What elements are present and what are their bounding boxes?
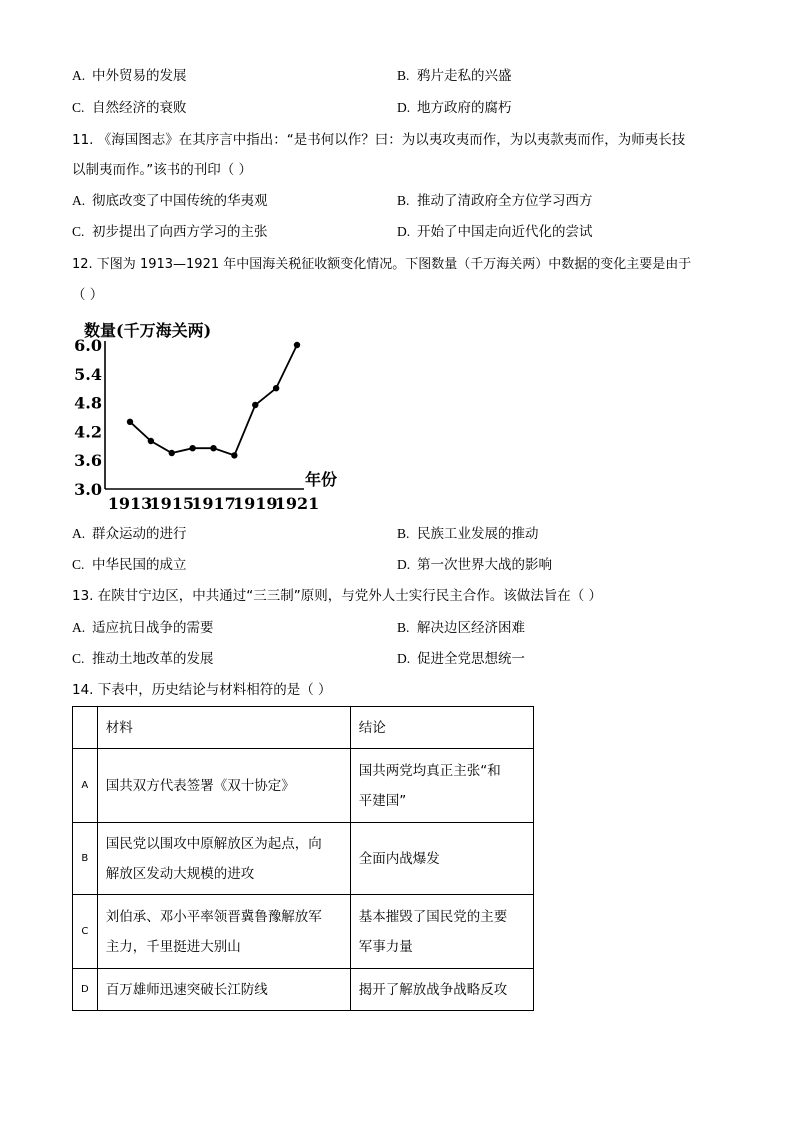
row-conclusion: 揭开了解放战争战略反攻 — [350, 969, 533, 1011]
table-row — [73, 823, 534, 895]
q12-option-a: A. 群众运动的进行 — [72, 526, 187, 542]
table-header-material: 材料 — [97, 707, 350, 749]
row-label: C — [73, 895, 98, 969]
y-tick-label: 4.2 — [74, 422, 102, 442]
data-point — [294, 342, 300, 348]
q14-table — [72, 706, 534, 1011]
data-point — [127, 419, 133, 425]
x-tick-label: 1919 — [232, 494, 278, 513]
data-point — [148, 438, 154, 444]
y-tick-label: 3.0 — [74, 480, 102, 499]
q10-option-a: A. 中外贸易的发展 — [72, 68, 187, 84]
q13-option-a: A. 适应抗日战争的需要 — [72, 620, 214, 636]
q14-stem: 14. 下表中，历史结论与材料相符的是（ ） — [72, 682, 332, 698]
customs-duty-line-chart — [72, 318, 352, 518]
row-material: 国共双方代表签署《双十协定》 — [97, 749, 350, 823]
row-material: 百万雄师迅速突破长江防线 — [97, 969, 350, 1011]
table-row — [73, 969, 534, 1011]
q12-stem-line1: 12. 下图为 1913—1921 年中国海关税征收额变化情况。下图数量（千万海关两）中数据的变化主要是由于 — [72, 257, 692, 272]
x-tick-label: 1915 — [149, 494, 195, 513]
row-material: 刘伯承、邓小平率领晋冀鲁豫解放军 主力，千里挺进大别山 — [97, 895, 350, 969]
q13-option-d: D. 促进全党思想统一 — [397, 651, 525, 667]
table-header-row — [73, 707, 534, 749]
row-label: D — [73, 969, 98, 1011]
table-header-label — [73, 707, 98, 749]
q13-option-b: B. 解决边区经济困难 — [397, 620, 525, 636]
data-point — [210, 445, 216, 451]
q12-option-d: D. 第一次世界大战的影响 — [397, 557, 552, 573]
q10-option-b: B. 鸦片走私的兴盛 — [397, 68, 512, 84]
q11-stem-line2: 以制夷而作。”该书的刊印（ ） — [72, 162, 253, 178]
q12-stem-line2: （ ） — [72, 287, 104, 303]
q12-option-c: C. 中华民国的成立 — [72, 557, 187, 573]
q11-option-c: C. 初步提出了向西方学习的主张 — [72, 224, 268, 240]
row-conclusion: 国共两党均真正主张“和 平建国” — [350, 749, 533, 823]
x-tick-label: 1921 — [274, 494, 320, 513]
row-label: B — [73, 823, 98, 895]
q10-option-d: D. 地方政府的腐朽 — [397, 100, 512, 116]
data-point — [231, 452, 237, 458]
x-tick-label: 1913 — [107, 494, 153, 513]
row-conclusion: 基本摧毁了国民党的主要 军事力量 — [350, 895, 533, 969]
y-tick-label: 4.8 — [74, 393, 102, 413]
row-conclusion: 全面内战爆发 — [350, 823, 533, 895]
data-point — [169, 450, 175, 456]
row-label: A — [73, 749, 98, 823]
q13-stem: 13. 在陕甘宁边区，中共通过“三三制”原则，与党外人士实行民主合作。该做法旨在（ ） — [72, 588, 603, 604]
q11-stem-line1: 11. 《海国图志》在其序言中指出：“是书何以作？曰：为以夷攻夷而作，为以夷款夷而作，为师夷长技 — [72, 132, 686, 148]
q12-option-b: B. 民族工业发展的推动 — [397, 526, 539, 542]
y-axis-title: 数量(千万海关两) — [84, 321, 212, 340]
q10-option-c: C. 自然经济的衰败 — [72, 100, 187, 116]
table-row — [73, 895, 534, 969]
data-point — [273, 385, 279, 391]
y-tick-label: 3.6 — [74, 451, 102, 471]
table-header-conclusion: 结论 — [350, 707, 533, 749]
q11-option-a: A. 彻底改变了中国传统的华夷观 — [72, 193, 268, 209]
q13-option-c: C. 推动土地改革的发展 — [72, 651, 214, 667]
q11-option-d: D. 开始了中国走向近代化的尝试 — [397, 224, 593, 240]
row-material: 国民党以围攻中原解放区为起点，向 解放区发动大规模的进攻 — [97, 823, 350, 895]
series-line — [130, 345, 297, 455]
y-tick-label: 5.4 — [74, 364, 102, 384]
q11-option-b: B. 推动了清政府全方位学习西方 — [397, 193, 593, 209]
y-tick-label: 6.0 — [74, 336, 102, 355]
data-point — [189, 445, 195, 451]
table-row — [73, 749, 534, 823]
data-point — [252, 402, 258, 408]
x-axis-title: 年份 — [305, 470, 338, 489]
x-tick-label: 1917 — [191, 494, 236, 513]
